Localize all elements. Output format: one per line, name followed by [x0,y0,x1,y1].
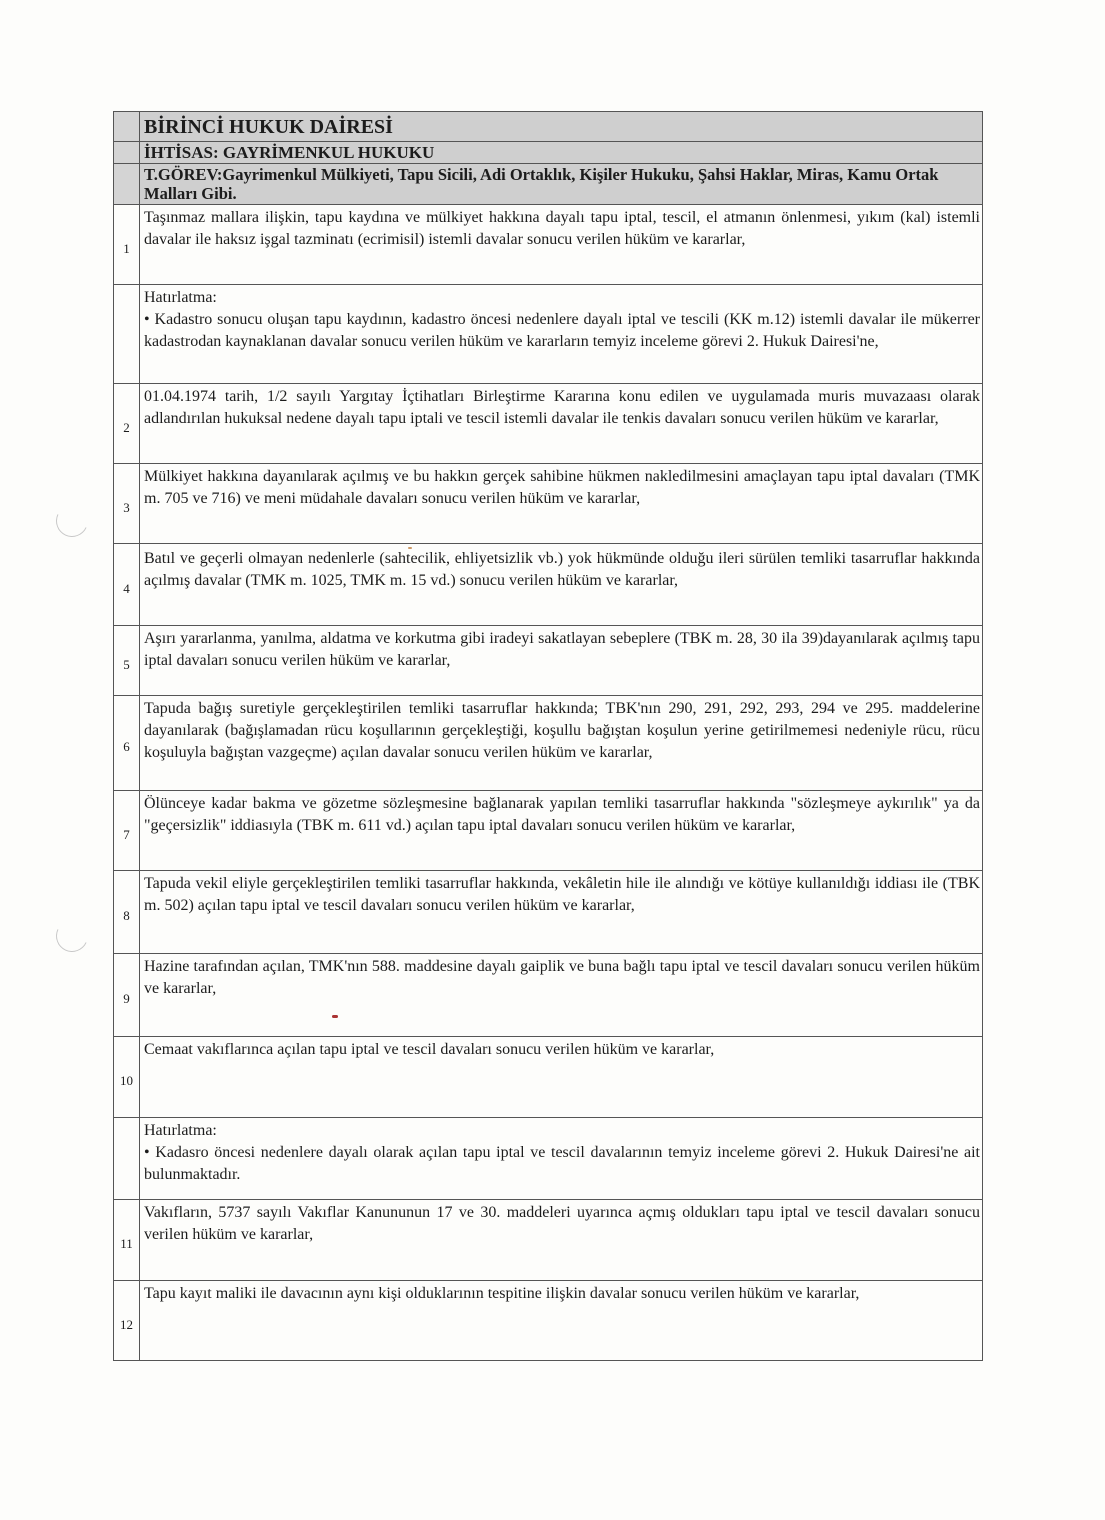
row-number: 9 [114,954,140,1037]
table-row [114,384,983,464]
reminder-title: Hatırlatma: [144,1122,217,1139]
row-number: 5 [114,626,140,696]
jurisdiction-table [113,111,983,1361]
table-row [114,871,983,954]
row-text: Taşınmaz mallara ilişkin, tapu kaydına ve mülkiyet hakkına dayalı tapu iptal, tescil, el atmanın önlenmesi, yıkım (kal) istemli davalar ile haksız işgal tazminatı (ecrimisil) istemli davalar sonucu verilen hüküm ve kararlar, [140,205,983,285]
row-number: 8 [114,871,140,954]
reminder-text: • Kadastro sonucu oluşan tapu kaydının, kadastro öncesi nedenlere dayalı iptal ve tescili (KK m.12) istemli davalar ile mükerrer kadastrodan kaynaklanan davalar sonucu verilen hüküm ve kararların temyiz inceleme görevi 2. Hukuk Dairesi'ne, [144,311,980,350]
table-row [114,696,983,791]
table-row [114,205,983,285]
row-text: Tapu kayıt maliki ile davacının aynı kişi olduklarının tespitine ilişkin davalar sonucu verilen hüküm ve kararlar, [140,1281,983,1361]
table-row [114,464,983,544]
duty-description: T.GÖREV:Gayrimenkul Mülkiyeti, Tapu Sicili, Adi Ortaklık, Kişiler Hukuku, Şahsi Haklar, Miras, Kamu Ortak Malları Gibi. [140,164,983,205]
row-number [114,1118,140,1200]
row-number: 4 [114,544,140,626]
row-number: 6 [114,696,140,791]
header-specialization-row [114,142,983,164]
row-number [114,285,140,384]
reminder-row [114,1118,983,1200]
row-number: 10 [114,1037,140,1118]
row-text: Mülkiyet hakkına dayanılarak açılmış ve bu hakkın gerçek sahibine hükmen nakledilmesini amaçlayan tapu iptal davaları (TMK m. 705 ve 716) ve meni müdahale davaları sonucu verilen hüküm ve kararlar, [140,464,983,544]
table-row [114,791,983,871]
row-text: Tapuda vekil eliyle gerçekleştirilen temliki tasarruflar hakkında, vekâletin hile ile alındığı ve kötüye kullanıldığı iddiası ile (TBK m. 502) açılan tapu iptal ve tescil davaları sonucu verilen hüküm ve kararlar, [140,871,983,954]
row-text: Tapuda bağış suretiyle gerçekleştirilen temliki tasarruflar hakkında; TBK'nın 290, 291, 292, 293, 294 ve 295. maddelerine dayanılarak (bağışlamadan rücu koşullarının gerçekleştiği, koşullu bağıştan koşulun yerine getirilmemesi nedeniyle rücu, rücu koşuluyla bağıştan vazgeçme) açılan davalar sonucu verilen hüküm ve kararlar, [140,696,983,791]
row-text: Vakıfların, 5737 sayılı Vakıflar Kanununun 17 ve 30. maddeleri uyarınca açmış oldukları tapu iptal ve tescil davaları sonucu verilen hüküm ve kararlar, [140,1200,983,1281]
row-text: Batıl ve geçerli olmayan nedenlerle (sahtecilik, ehliyetsizlik vb.) yok hükmünde olduğu ileri sürülen temliki tasarruflar hakkında açılmış davalar (TMK m. 1025, TMK m. 15 vd.) sonucu verilen hüküm ve kararlar, [140,544,983,626]
row-text: Ölünceye kadar bakma ve gözetme sözleşmesine bağlanarak yapılan temliki tasarruflar hakkında "sözleşmeye aykırılık" ya da "geçersizlik" iddiasıyla (TBK m. 611 vd.) açılan tapu iptal davaları sonucu verilen hüküm ve kararlar, [140,791,983,871]
table-row [114,954,983,1037]
punch-hole-mark [51,500,92,541]
table-row [114,1281,983,1361]
reminder-text: • Kadasro öncesi nedenlere dayalı olarak açılan tapu iptal ve tescil davalarının temyiz inceleme görevi 2. Hukuk Dairesi'ne ait bulunmaktadır. [144,1144,980,1183]
header-title-row [114,112,983,142]
table-row [114,544,983,626]
chamber-title: BİRİNCİ HUKUK DAİRESİ [140,112,983,142]
row-number: 7 [114,791,140,871]
specialization: İHTİSAS: GAYRİMENKUL HUKUKU [140,142,983,164]
row-text: 01.04.1974 tarih, 1/2 sayılı Yargıtay İçtihatları Birleştirme Kararına konu edilen ve uygulamada muris muvazaası olarak adlandırılan hukuksal nedene dayalı tapu iptali ve tescil istemli davalar ile tenkis davaları sonucu verilen hüküm ve kararlar, [140,384,983,464]
row-number: 2 [114,384,140,464]
row-text: Aşırı yararlanma, yanılma, aldatma ve korkutma gibi iradeyi sakatlayan sebeplere (TBK m. 28, 30 ila 39)dayanılarak açılmış tapu iptal davaları sonucu verilen hüküm ve kararlar, [140,626,983,696]
reminder-row [114,285,983,384]
header-duty-row [114,164,983,205]
row-text: Cemaat vakıflarınca açılan tapu iptal ve tescil davaları sonucu verilen hüküm ve kararlar, [140,1037,983,1118]
table-row [114,626,983,696]
table-row [114,1200,983,1281]
row-number: 3 [114,464,140,544]
row-number: 12 [114,1281,140,1361]
punch-hole-mark [51,915,92,956]
row-number: 1 [114,205,140,285]
row-number: 11 [114,1200,140,1281]
row-text: Hazine tarafından açılan, TMK'nın 588. maddesine dayalı gaiplik ve buna bağlı tapu iptal ve tescil davaları sonucu verilen hüküm ve kararlar, [140,954,983,1037]
reminder-title: Hatırlatma: [144,289,217,306]
table-row [114,1037,983,1118]
